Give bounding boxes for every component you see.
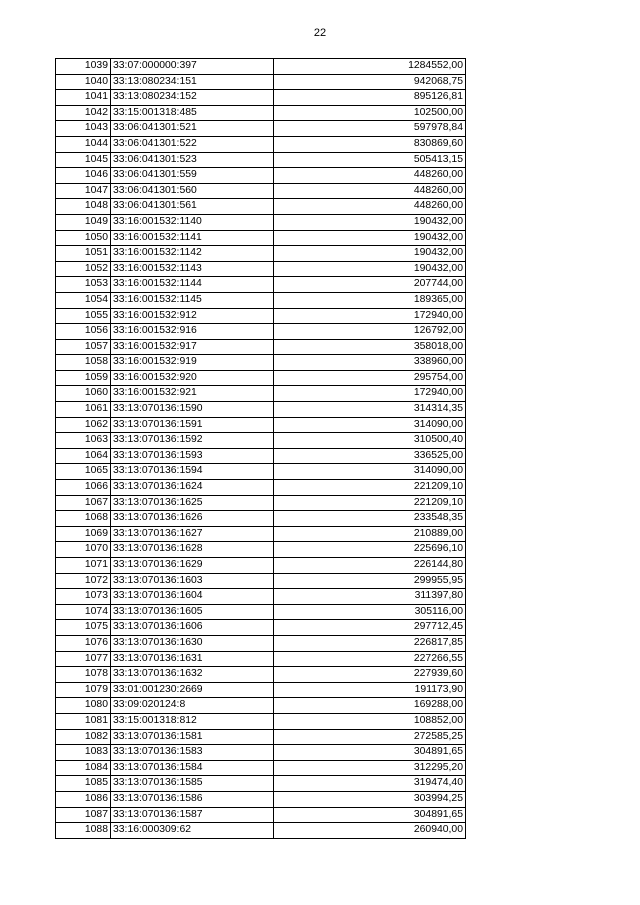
row-number: 1077: [56, 651, 111, 667]
cadastral-number: 33:16:001532:1140: [111, 214, 274, 230]
cadastral-value: 190432,00: [274, 261, 466, 277]
cadastral-value: 304891,65: [274, 745, 466, 761]
row-number: 1073: [56, 589, 111, 605]
cadastral-number: 33:13:070136:1584: [111, 760, 274, 776]
table-row: [56, 480, 466, 496]
table-row: [56, 355, 466, 371]
table-row: [56, 433, 466, 449]
table-row: [56, 698, 466, 714]
cadastral-value: 299955,95: [274, 573, 466, 589]
cadastral-value: 189365,00: [274, 292, 466, 308]
cadastral-value: 597978,84: [274, 121, 466, 137]
table-row: [56, 573, 466, 589]
cadastral-value: 448260,00: [274, 199, 466, 215]
table-row: [56, 526, 466, 542]
registry-table-body: [56, 59, 466, 839]
cadastral-number: 33:13:070136:1585: [111, 776, 274, 792]
cadastral-value: 895126,81: [274, 90, 466, 106]
cadastral-value: 305116,00: [274, 604, 466, 620]
row-number: 1050: [56, 230, 111, 246]
cadastral-value: 126792,00: [274, 324, 466, 340]
row-number: 1076: [56, 635, 111, 651]
cadastral-number: 33:13:070136:1603: [111, 573, 274, 589]
row-number: 1055: [56, 308, 111, 324]
row-number: 1053: [56, 277, 111, 293]
row-number: 1059: [56, 370, 111, 386]
cadastral-value: 226817,85: [274, 635, 466, 651]
table-row: [56, 604, 466, 620]
cadastral-value: 190432,00: [274, 214, 466, 230]
row-number: 1078: [56, 667, 111, 683]
table-row: [56, 90, 466, 106]
table-row: [56, 495, 466, 511]
cadastral-value: 1284552,00: [274, 59, 466, 75]
cadastral-number: 33:13:070136:1591: [111, 417, 274, 433]
row-number: 1046: [56, 168, 111, 184]
table-row: [56, 511, 466, 527]
row-number: 1071: [56, 558, 111, 574]
cadastral-number: 33:13:070136:1627: [111, 526, 274, 542]
row-number: 1052: [56, 261, 111, 277]
cadastral-value: 448260,00: [274, 168, 466, 184]
row-number: 1048: [56, 199, 111, 215]
table-row: [56, 246, 466, 262]
cadastral-value: 312295,20: [274, 760, 466, 776]
cadastral-number: 33:13:070136:1625: [111, 495, 274, 511]
cadastral-number: 33:13:070136:1581: [111, 729, 274, 745]
table-row: [56, 542, 466, 558]
cadastral-number: 33:13:070136:1586: [111, 791, 274, 807]
cadastral-value: 207744,00: [274, 277, 466, 293]
row-number: 1070: [56, 542, 111, 558]
cadastral-value: 227266,55: [274, 651, 466, 667]
registry-table: [55, 58, 466, 839]
cadastral-number: 33:13:070136:1630: [111, 635, 274, 651]
cadastral-value: 295754,00: [274, 370, 466, 386]
table-row: [56, 59, 466, 75]
table-row: [56, 152, 466, 168]
cadastral-value: 210889,00: [274, 526, 466, 542]
row-number: 1069: [56, 526, 111, 542]
row-number: 1051: [56, 246, 111, 262]
table-row: [56, 168, 466, 184]
cadastral-value: 311397,80: [274, 589, 466, 605]
cadastral-value: 102500,00: [274, 105, 466, 121]
cadastral-value: 190432,00: [274, 230, 466, 246]
row-number: 1081: [56, 713, 111, 729]
cadastral-value: 233548,35: [274, 511, 466, 527]
table-row: [56, 760, 466, 776]
table-row: [56, 464, 466, 480]
table-row: [56, 589, 466, 605]
cadastral-number: 33:13:070136:1590: [111, 402, 274, 418]
cadastral-number: 33:16:001532:1141: [111, 230, 274, 246]
row-number: 1064: [56, 448, 111, 464]
table-row: [56, 199, 466, 215]
cadastral-value: 303994,25: [274, 791, 466, 807]
cadastral-number: 33:06:041301:523: [111, 152, 274, 168]
cadastral-number: 33:06:041301:522: [111, 136, 274, 152]
table-row: [56, 230, 466, 246]
cadastral-number: 33:13:070136:1604: [111, 589, 274, 605]
row-number: 1087: [56, 807, 111, 823]
cadastral-number: 33:13:070136:1631: [111, 651, 274, 667]
row-number: 1060: [56, 386, 111, 402]
cadastral-value: 260940,00: [274, 823, 466, 839]
cadastral-number: 33:13:070136:1592: [111, 433, 274, 449]
cadastral-number: 33:13:070136:1605: [111, 604, 274, 620]
cadastral-number: 33:16:001532:912: [111, 308, 274, 324]
table-row: [56, 448, 466, 464]
row-number: 1074: [56, 604, 111, 620]
row-number: 1066: [56, 480, 111, 496]
cadastral-number: 33:13:070136:1628: [111, 542, 274, 558]
table-row: [56, 402, 466, 418]
cadastral-value: 221209,10: [274, 495, 466, 511]
cadastral-number: 33:16:001532:1142: [111, 246, 274, 262]
cadastral-value: 319474,40: [274, 776, 466, 792]
table-row: [56, 745, 466, 761]
cadastral-value: 338960,00: [274, 355, 466, 371]
cadastral-value: 226144,80: [274, 558, 466, 574]
cadastral-number: 33:06:041301:561: [111, 199, 274, 215]
cadastral-number: 33:13:070136:1632: [111, 667, 274, 683]
cadastral-number: 33:06:041301:521: [111, 121, 274, 137]
cadastral-value: 358018,00: [274, 339, 466, 355]
cadastral-value: 225696,10: [274, 542, 466, 558]
row-number: 1057: [56, 339, 111, 355]
cadastral-value: 272585,25: [274, 729, 466, 745]
cadastral-number: 33:15:001318:812: [111, 713, 274, 729]
table-row: [56, 370, 466, 386]
table-row: [56, 324, 466, 340]
row-number: 1056: [56, 324, 111, 340]
cadastral-value: 505413,15: [274, 152, 466, 168]
row-number: 1040: [56, 74, 111, 90]
cadastral-number: 33:16:001532:1143: [111, 261, 274, 277]
cadastral-number: 33:13:070136:1587: [111, 807, 274, 823]
cadastral-value: 172940,00: [274, 386, 466, 402]
cadastral-number: 33:13:070136:1626: [111, 511, 274, 527]
cadastral-number: 33:13:070136:1629: [111, 558, 274, 574]
row-number: 1047: [56, 183, 111, 199]
cadastral-value: 227939,60: [274, 667, 466, 683]
cadastral-value: 304891,65: [274, 807, 466, 823]
row-number: 1043: [56, 121, 111, 137]
table-row: [56, 823, 466, 839]
row-number: 1085: [56, 776, 111, 792]
cadastral-number: 33:13:080234:151: [111, 74, 274, 90]
cadastral-value: 169288,00: [274, 698, 466, 714]
cadastral-number: 33:09:020124:8: [111, 698, 274, 714]
cadastral-number: 33:16:001532:1145: [111, 292, 274, 308]
table-row: [56, 635, 466, 651]
table-row: [56, 136, 466, 152]
row-number: 1042: [56, 105, 111, 121]
cadastral-number: 33:16:000309:62: [111, 823, 274, 839]
cadastral-number: 33:01:001230:2669: [111, 682, 274, 698]
table-row: [56, 121, 466, 137]
table-row: [56, 386, 466, 402]
cadastral-number: 33:13:070136:1583: [111, 745, 274, 761]
table-row: [56, 277, 466, 293]
cadastral-number: 33:16:001532:919: [111, 355, 274, 371]
cadastral-number: 33:06:041301:559: [111, 168, 274, 184]
table-row: [56, 308, 466, 324]
table-row: [56, 558, 466, 574]
cadastral-number: 33:16:001532:921: [111, 386, 274, 402]
cadastral-value: 108852,00: [274, 713, 466, 729]
table-row: [56, 261, 466, 277]
row-number: 1044: [56, 136, 111, 152]
table-row: [56, 74, 466, 90]
cadastral-number: 33:13:080234:152: [111, 90, 274, 106]
table-row: [56, 667, 466, 683]
cadastral-value: 310500,40: [274, 433, 466, 449]
cadastral-number: 33:13:070136:1593: [111, 448, 274, 464]
cadastral-number: 33:06:041301:560: [111, 183, 274, 199]
table-row: [56, 214, 466, 230]
cadastral-value: 297712,45: [274, 620, 466, 636]
cadastral-value: 448260,00: [274, 183, 466, 199]
row-number: 1086: [56, 791, 111, 807]
cadastral-value: 942068,75: [274, 74, 466, 90]
row-number: 1065: [56, 464, 111, 480]
row-number: 1061: [56, 402, 111, 418]
cadastral-value: 314090,00: [274, 464, 466, 480]
cadastral-number: 33:13:070136:1624: [111, 480, 274, 496]
table-row: [56, 807, 466, 823]
cadastral-value: 336525,00: [274, 448, 466, 464]
cadastral-value: 191173,90: [274, 682, 466, 698]
row-number: 1068: [56, 511, 111, 527]
cadastral-value: 314090,00: [274, 417, 466, 433]
row-number: 1080: [56, 698, 111, 714]
table-row: [56, 791, 466, 807]
cadastral-number: 33:13:070136:1606: [111, 620, 274, 636]
table-row: [56, 776, 466, 792]
page-number: 22: [313, 27, 327, 39]
cadastral-value: 830869,60: [274, 136, 466, 152]
cadastral-number: 33:16:001532:917: [111, 339, 274, 355]
row-number: 1063: [56, 433, 111, 449]
row-number: 1079: [56, 682, 111, 698]
row-number: 1049: [56, 214, 111, 230]
cadastral-value: 190432,00: [274, 246, 466, 262]
row-number: 1072: [56, 573, 111, 589]
row-number: 1041: [56, 90, 111, 106]
table-row: [56, 682, 466, 698]
table-row: [56, 417, 466, 433]
table-row: [56, 292, 466, 308]
row-number: 1083: [56, 745, 111, 761]
row-number: 1062: [56, 417, 111, 433]
table-row: [56, 620, 466, 636]
cadastral-number: 33:16:001532:1144: [111, 277, 274, 293]
cadastral-number: 33:16:001532:916: [111, 324, 274, 340]
cadastral-number: 33:13:070136:1594: [111, 464, 274, 480]
row-number: 1088: [56, 823, 111, 839]
row-number: 1082: [56, 729, 111, 745]
table-row: [56, 105, 466, 121]
row-number: 1058: [56, 355, 111, 371]
table-row: [56, 183, 466, 199]
cadastral-number: 33:15:001318:485: [111, 105, 274, 121]
row-number: 1067: [56, 495, 111, 511]
row-number: 1075: [56, 620, 111, 636]
row-number: 1054: [56, 292, 111, 308]
table-row: [56, 729, 466, 745]
cadastral-value: 172940,00: [274, 308, 466, 324]
row-number: 1039: [56, 59, 111, 75]
table-row: [56, 713, 466, 729]
cadastral-number: 33:16:001532:920: [111, 370, 274, 386]
cadastral-value: 314314,35: [274, 402, 466, 418]
row-number: 1084: [56, 760, 111, 776]
table-row: [56, 339, 466, 355]
table-row: [56, 651, 466, 667]
cadastral-number: 33:07:000000:397: [111, 59, 274, 75]
row-number: 1045: [56, 152, 111, 168]
cadastral-value: 221209,10: [274, 480, 466, 496]
